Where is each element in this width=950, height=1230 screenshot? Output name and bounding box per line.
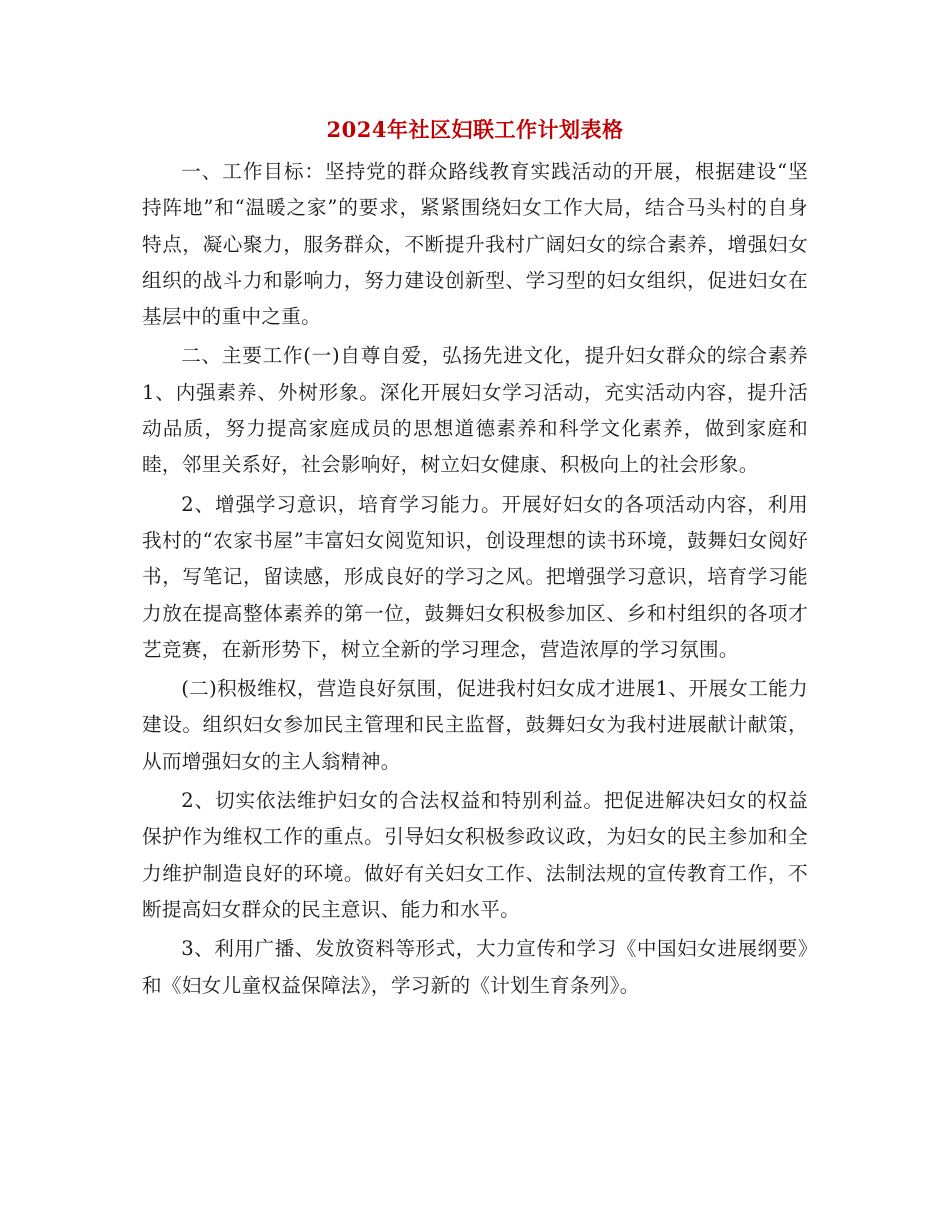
document-title: 2024年社区妇联工作计划表格 (326, 117, 624, 142)
paragraph-learning-awareness: 2、增强学习意识，培育学习能力。开展好妇女的各项活动内容，利用我村的“农家书屋”丰富妇女阅览知识，创设理想的读书环境，鼓舞妇女阅好书，写笔记，留读感，形成良好的学习之风。把增强学习意识，培育学习能力放在提高整体素养的第一位，鼓舞妇女积极参加区、乡和村组织的各项才艺竞赛，在新形势下，树立全新的学习理念，营造浓厚的学习氛围。 (142, 492, 808, 661)
paragraph-rights-protection: (二)积极维权，营造良好氛围，促进我村妇女成才进展1、开展女工能力建设。组织妇女参加民主管理和民主监督，鼓舞妇女为我村进展献计献策，从而增强妇女的主人翁精神。 (142, 677, 808, 773)
document-body (142, 154, 808, 1007)
paragraph-legal-rights: 2、切实依法维护妇女的合法权益和特别利益。把促进解决妇女的权益保护作为维权工作的重点。引导妇女积极参政议政，为妇女的民主参加和全力维护制造良好的环境。做好有关妇女工作、法制法规的宣传教育工作，不断提高妇女群众的民主意识、能力和水平。 (142, 789, 808, 921)
paragraph-publicity: 3、利用广播、发放资料等形式，大力宣传和学习《中国妇女进展纲要》和《妇女儿童权益保障法》，学习新的《计划生育条列》。 (142, 937, 808, 997)
paragraph-work-goal: 一、工作目标：坚持党的群众路线教育实践活动的开展，根据建设“坚持阵地”和“温暖之家”的要求，紧紧围绕妇女工作大局，结合马头村的自身特点，凝心聚力，服务群众，不断提升我村广阔妇女的综合素养，增强妇女组织的战斗力和影响力，努力建设创新型、学习型的妇女组织，促进妇女在基层中的重中之重。 (142, 160, 808, 329)
paragraph-main-work: 二、主要工作(一)自尊自爱，弘扬先进文化，提升妇女群众的综合素养1、内强素养、外树形象。深化开展妇女学习活动，充实活动内容，提升活动品质，努力提高家庭成员的思想道德素养和科学文化素养，做到家庭和睦，邻里关系好，社会影响好，树立妇女健康、积极向上的社会形象。 (142, 344, 808, 477)
